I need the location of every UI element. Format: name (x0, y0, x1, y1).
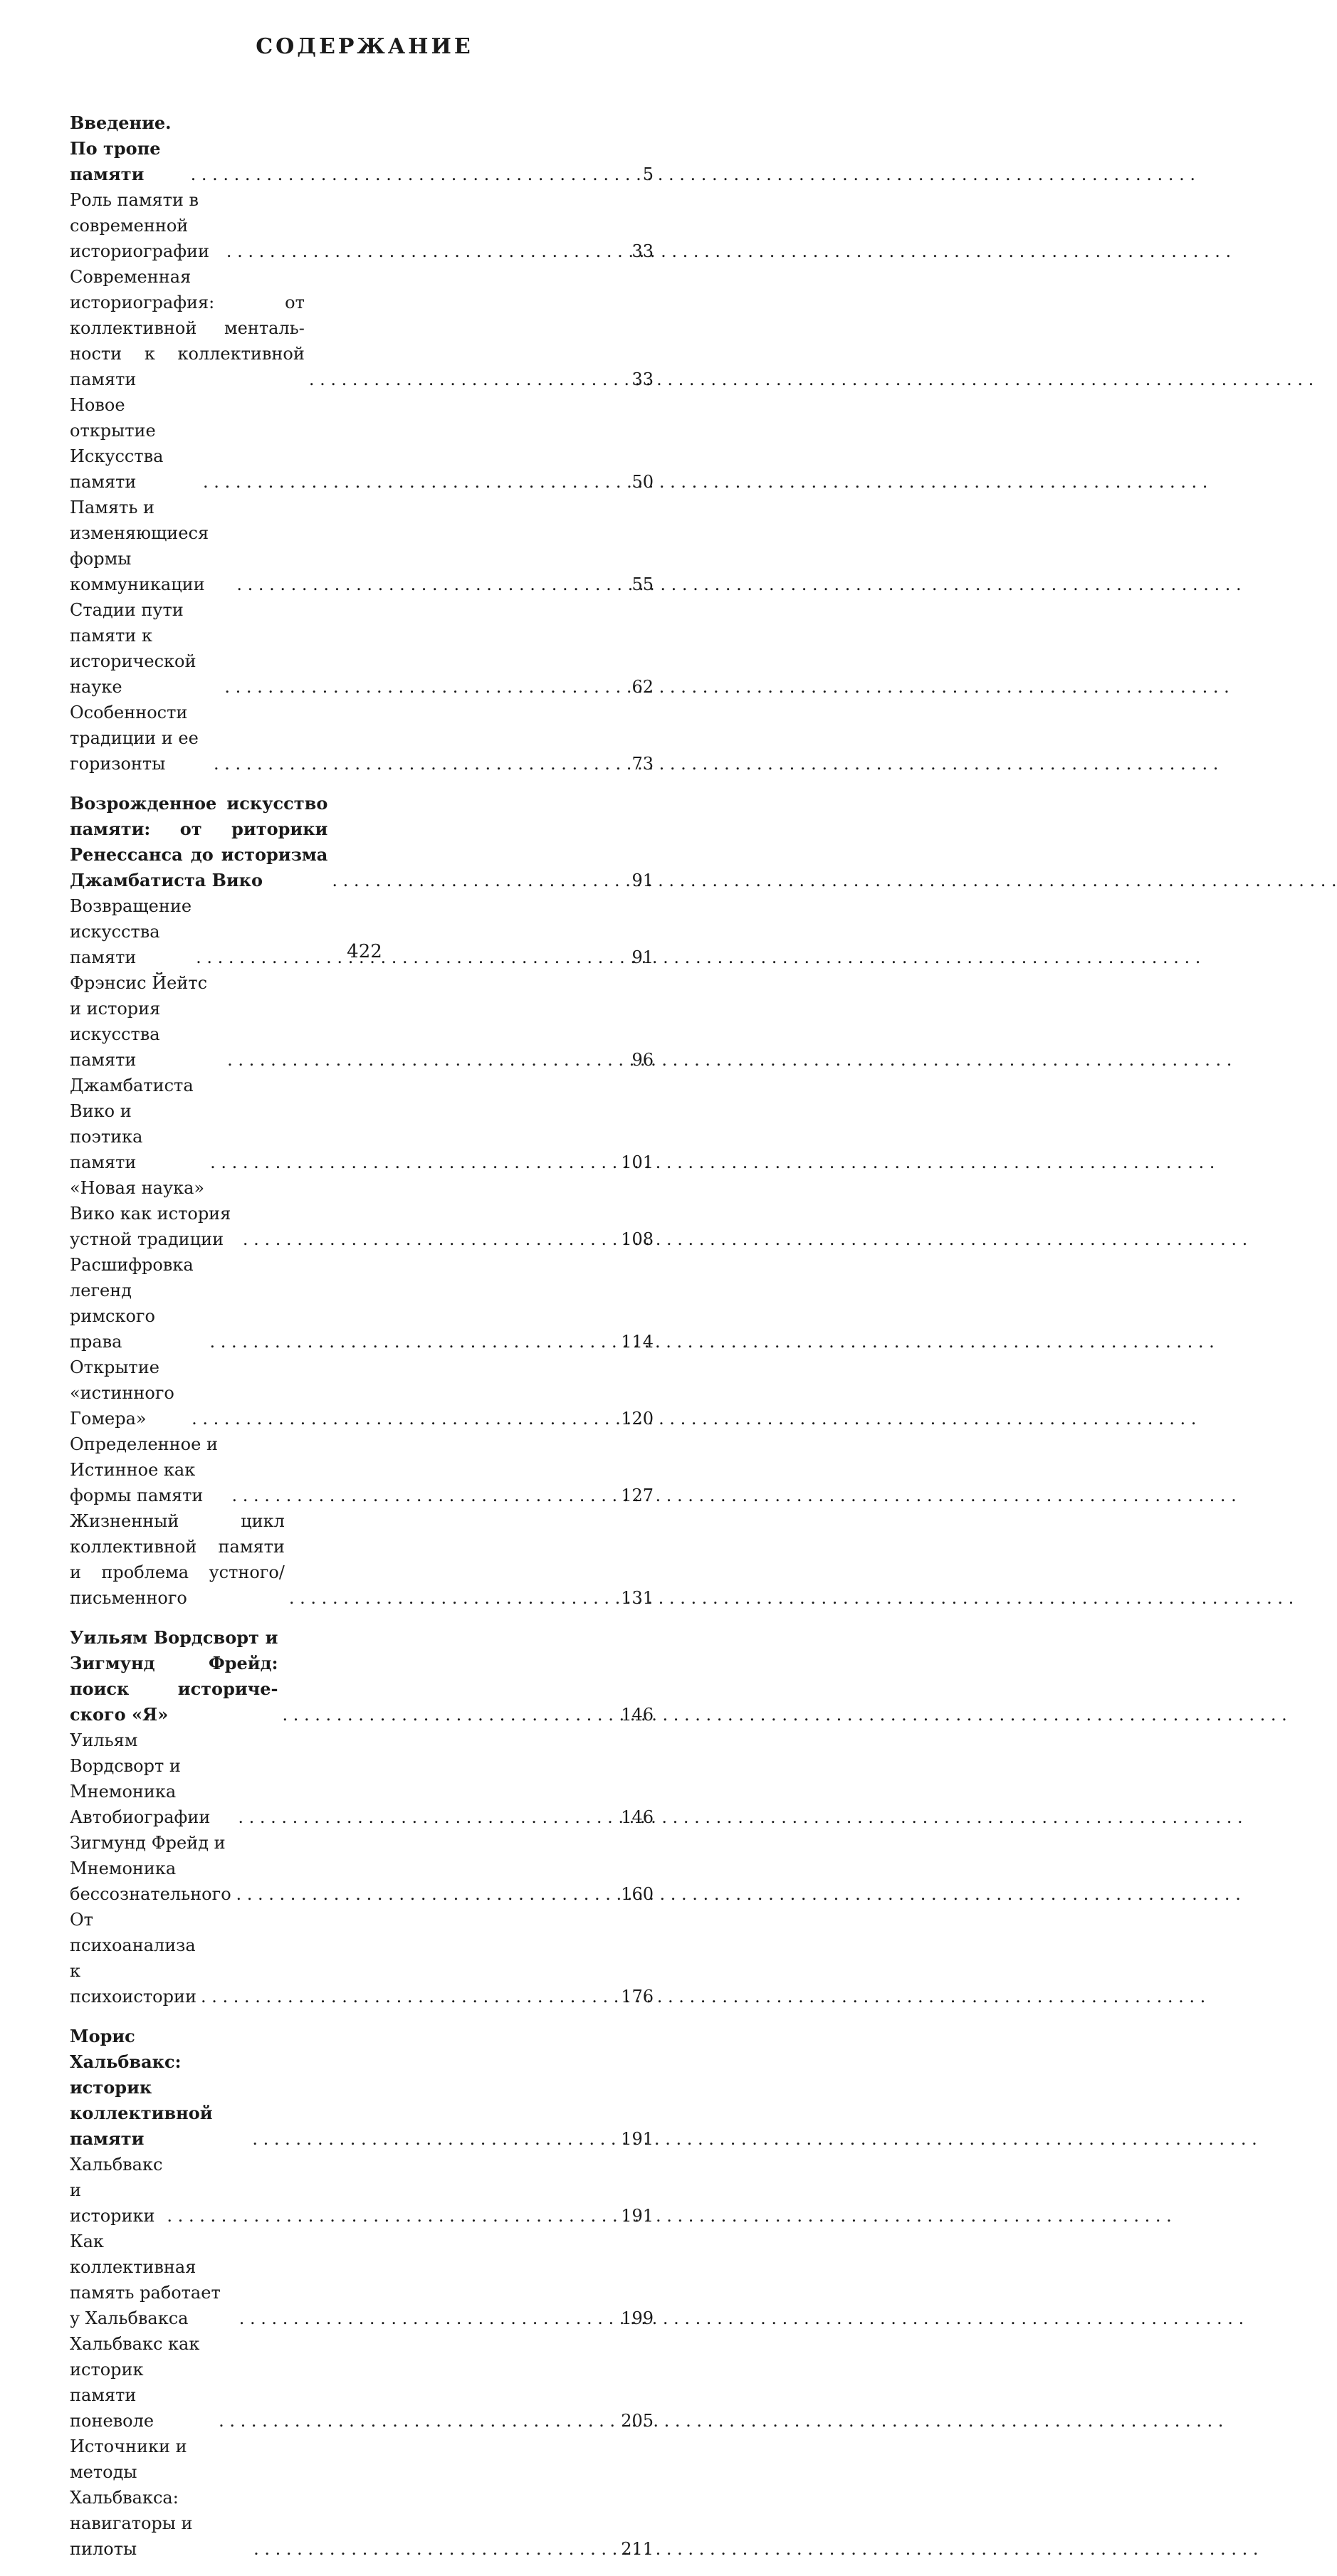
dot-leader (214, 751, 611, 777)
toc-entry-page: 211 (621, 2539, 654, 2559)
toc-entry-title: Особенности традиции и ее горизонты (70, 703, 199, 774)
toc-entry-page: 5 (642, 164, 654, 184)
toc-section (70, 110, 654, 777)
dot-leader (252, 2126, 611, 2152)
toc-entry-page: 131 (621, 1588, 654, 1608)
toc-entry-title: Уильям Вордсворт и Мнемоника Автобиографии (70, 1730, 211, 1827)
toc-entry (70, 1830, 654, 1907)
dot-leader (231, 1483, 611, 1508)
toc-entry-title: Возвращение искусства памяти (70, 896, 192, 967)
table-of-contents (70, 110, 654, 2576)
toc-entry-page: 191 (621, 2206, 654, 2226)
toc-entry-page: 91 (631, 871, 654, 890)
dot-leader (210, 1150, 611, 1175)
toc-entry (70, 700, 654, 777)
dot-leader (203, 469, 611, 495)
toc-entry (70, 2331, 654, 2434)
toc-entry-title: От психоанализа к психоистории (70, 1910, 196, 2007)
toc-section-heading (70, 110, 654, 187)
toc-entry-page: 33 (631, 241, 654, 261)
dot-leader (224, 674, 611, 700)
dot-leader (227, 1047, 611, 1073)
toc-entry-title: Хальбвакс и историки (70, 2155, 163, 2226)
toc-entry-page: 91 (631, 947, 654, 967)
toc-entry (70, 2434, 654, 2562)
toc-entry-page: 160 (621, 1884, 654, 1904)
dot-leader (236, 572, 611, 597)
toc-section (70, 1625, 654, 2009)
toc-entry-title: «Новая наука» Вико как история устной традиции (70, 1178, 231, 1249)
toc-entry-title: Современная историография: от коллективной ментальности к коллективной памяти (70, 267, 305, 389)
toc-entry (70, 1073, 654, 1175)
dot-leader (238, 1804, 611, 1830)
toc-entry-title: Введение. По тропе памяти (70, 112, 172, 184)
toc-entry-page: 127 (621, 1486, 654, 1505)
toc-entry (70, 1355, 654, 1431)
toc-entry (70, 1252, 654, 1355)
dot-leader (236, 1881, 611, 1907)
toc-entry-title: Расшифровка легенд римского права (70, 1255, 194, 1352)
toc-entry (70, 597, 654, 700)
dot-leader (239, 2306, 611, 2331)
dot-leader (219, 2408, 611, 2434)
toc-entry-title: Уильям Вордсворт и Зигмунд Фрейд: поиск исторического «Я» (70, 1627, 278, 1725)
toc-entry-title: Хальбвакс как историк памяти поневоле (70, 2334, 200, 2431)
toc-entry-page: 120 (621, 1409, 654, 1429)
toc-entry-title: Фрэнсис Йейтс и история искусства памяти (70, 973, 208, 1070)
dot-leader (289, 1585, 611, 1611)
toc-entry-page: 191 (621, 2129, 654, 2149)
dot-leader (209, 1329, 611, 1355)
dot-leader (226, 238, 611, 264)
toc-entry (70, 392, 654, 495)
dot-leader (309, 367, 611, 392)
dot-leader (201, 1984, 611, 2009)
toc-entry (70, 1728, 654, 1830)
toc-entry-title: Роль памяти в современной историографии (70, 190, 209, 261)
toc-entry-page: 73 (631, 754, 654, 774)
dot-leader (253, 2536, 611, 2562)
toc-entry (70, 2152, 654, 2229)
dot-leader (167, 2203, 611, 2229)
toc-section-heading (70, 791, 654, 893)
toc-entry-title: Зигмунд Фрейд и Мнемоника бессознательного (70, 1833, 231, 1904)
toc-entry-title: Джамбатиста Вико и поэтика памяти (70, 1076, 194, 1172)
toc-entry (70, 1175, 654, 1252)
dot-leader (332, 868, 611, 893)
dot-leader (282, 1702, 611, 1728)
toc-entry (70, 187, 654, 264)
toc-entry (70, 1431, 654, 1508)
toc-section-heading (70, 2024, 654, 2152)
dot-leader (243, 1226, 611, 1252)
dot-leader (191, 162, 611, 187)
toc-entry-page: 62 (631, 677, 654, 697)
dot-leader (192, 1406, 611, 1431)
toc-entry-page: 199 (621, 2308, 654, 2328)
toc-entry-title: Новое открытие Искусства памяти (70, 395, 164, 492)
toc-entry (70, 970, 654, 1073)
toc-entry-title: Память и изменяющиеся формы коммуникации (70, 498, 209, 594)
toc-entry-page: 114 (621, 1332, 654, 1352)
toc-entry (70, 2229, 654, 2331)
toc-entry-title: Жизненный цикл коллективной памяти и проблема устного/письменного (70, 1511, 285, 1608)
toc-entry-title: Определенное и Истинное как формы памяти (70, 1434, 218, 1505)
toc-entry-page: 146 (621, 1807, 654, 1827)
toc-entry-page: 146 (621, 1705, 654, 1725)
page-title: СОДЕРЖАНИЕ (256, 34, 473, 59)
toc-section-heading (70, 1625, 654, 1728)
toc-entry-title: Возрожденное искусство памяти: от риторики Ренессанса до историзма Джамбатиста Вико (70, 793, 328, 890)
toc-entry-page: 205 (621, 2411, 654, 2431)
toc-entry (70, 1508, 654, 1611)
toc-entry (70, 264, 654, 392)
toc-entry (70, 495, 654, 597)
page-number: 422 (347, 941, 382, 962)
toc-entry-page: 55 (631, 574, 654, 594)
toc-section (70, 791, 654, 1611)
toc-entry-page: 33 (631, 369, 654, 389)
toc-entry-page: 176 (621, 1987, 654, 2007)
toc-section (70, 2024, 654, 2562)
toc-entry-page: 50 (631, 472, 654, 492)
toc-entry-title: Стадии пути памяти к исторической науке (70, 600, 196, 697)
toc-entry-page: 108 (621, 1229, 654, 1249)
toc-entry-title: Морис Хальбвакс: историк коллективной памяти (70, 2026, 213, 2149)
toc-entry-title: Открытие «истинного Гомера» (70, 1357, 174, 1429)
toc-entry (70, 1907, 654, 2009)
toc-entry-title: Источники и методы Хальбвакса: навигаторы и пилоты (70, 2436, 193, 2559)
toc-entry-title: Как коллективная память работает у Хальбвакса (70, 2231, 221, 2328)
toc-entry-page: 96 (631, 1050, 654, 1070)
toc-entry-page: 101 (621, 1152, 654, 1172)
